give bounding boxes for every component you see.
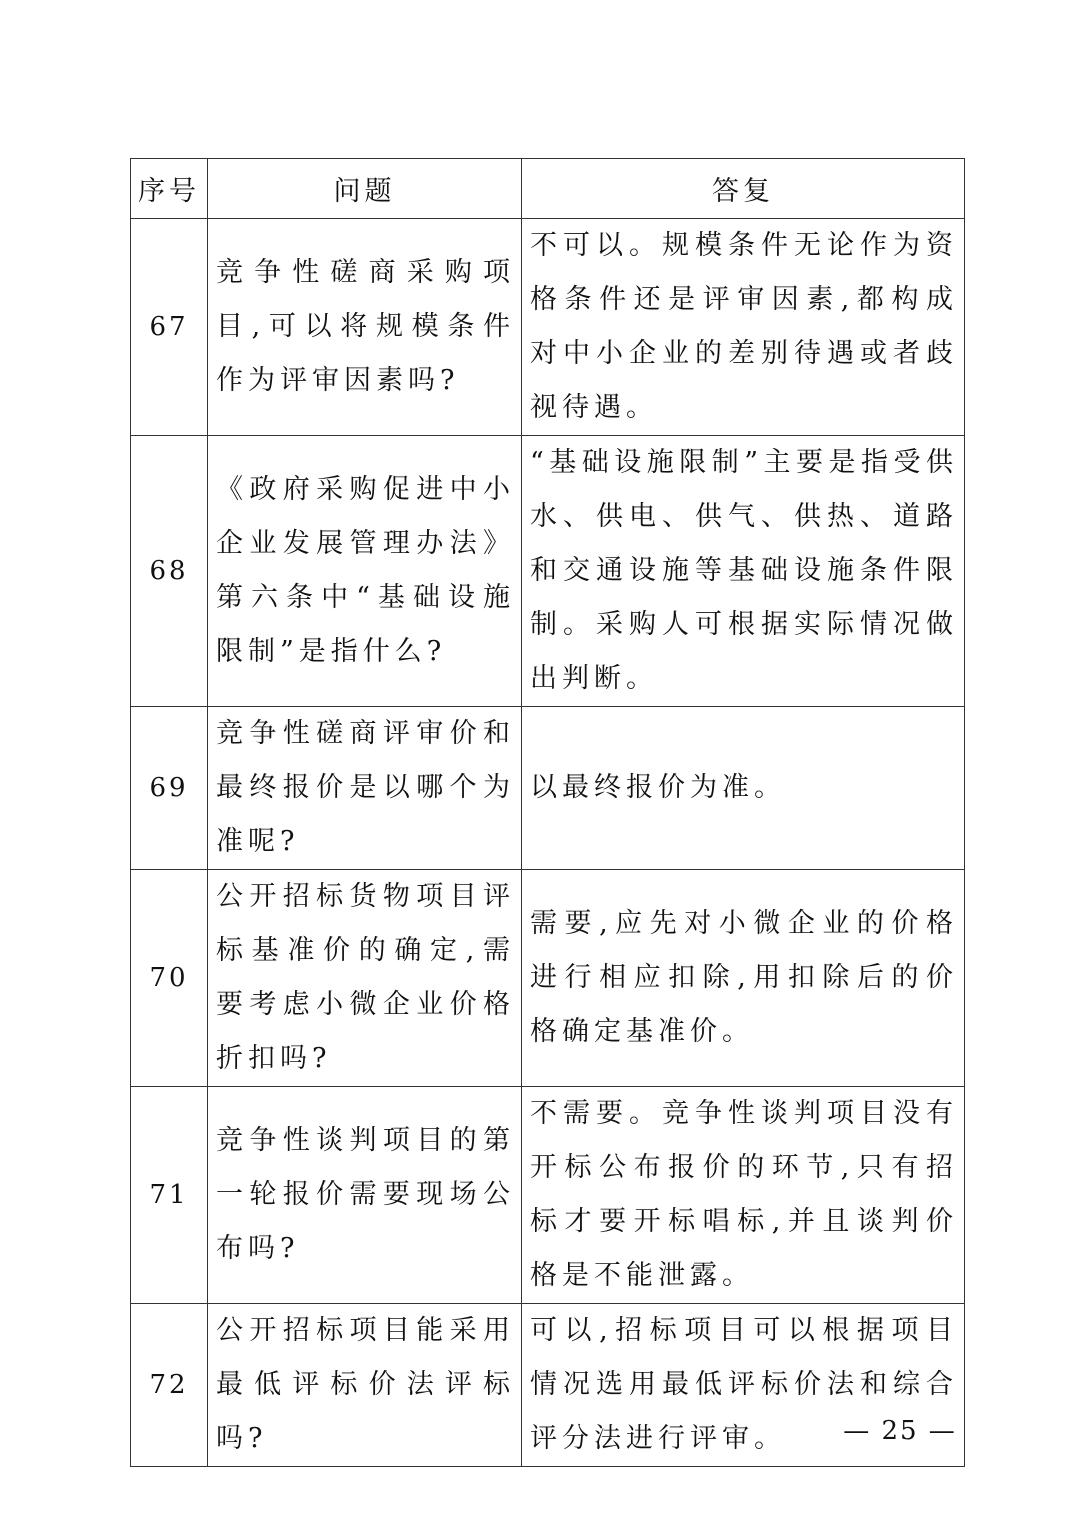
row-number: 70 [131,870,208,1087]
table-header-row [131,159,965,219]
qa-table [130,158,965,1467]
question-text: 竞争性磋商评审价和最终报价是以哪个为准呢? [208,707,522,870]
page-number: — 25 — [843,1416,957,1446]
answer-text: 不可以。规模条件无论作为资格条件还是评审因素,都构成对中小企业的差别待遇或者歧视待遇。 [522,219,965,436]
table-row [131,1087,965,1304]
question-text: 竞争性磋商采购项目,可以将规模条件作为评审因素吗? [208,219,522,436]
answer-text: 不需要。竞争性谈判项目没有开标公布报价的环节,只有招标才要开标唱标,并且谈判价格是不能泄露。 [522,1087,965,1304]
row-number: 67 [131,219,208,436]
table-row [131,870,965,1087]
table-row [131,707,965,870]
answer-text: “基础设施限制”主要是指受供水、供电、供气、供热、道路和交通设施等基础设施条件限制。采购人可根据实际情况做出判断。 [522,436,965,707]
row-number: 72 [131,1304,208,1467]
header-no: 序号 [131,159,208,219]
header-answer: 答复 [522,159,965,219]
question-text: 公开招标项目能采用最低评标价法评标吗? [208,1304,522,1467]
row-number: 71 [131,1087,208,1304]
table-row [131,219,965,436]
table-row [131,436,965,707]
row-number: 69 [131,707,208,870]
question-text: 《政府采购促进中小企业发展管理办法》第六条中“基础设施限制”是指什么? [208,436,522,707]
question-text: 竞争性谈判项目的第一轮报价需要现场公布吗? [208,1087,522,1304]
question-text: 公开招标货物项目评标基准价的确定,需要考虑小微企业价格折扣吗? [208,870,522,1087]
answer-text: 可以,招标项目可以根据项目情况选用最低评标价法和综合评分法进行评审。 [522,1304,965,1467]
answer-text: 以最终报价为准。 [522,707,965,870]
answer-text: 需要,应先对小微企业的价格进行相应扣除,用扣除后的价格确定基准价。 [522,870,965,1087]
row-number: 68 [131,436,208,707]
header-question: 问题 [208,159,522,219]
